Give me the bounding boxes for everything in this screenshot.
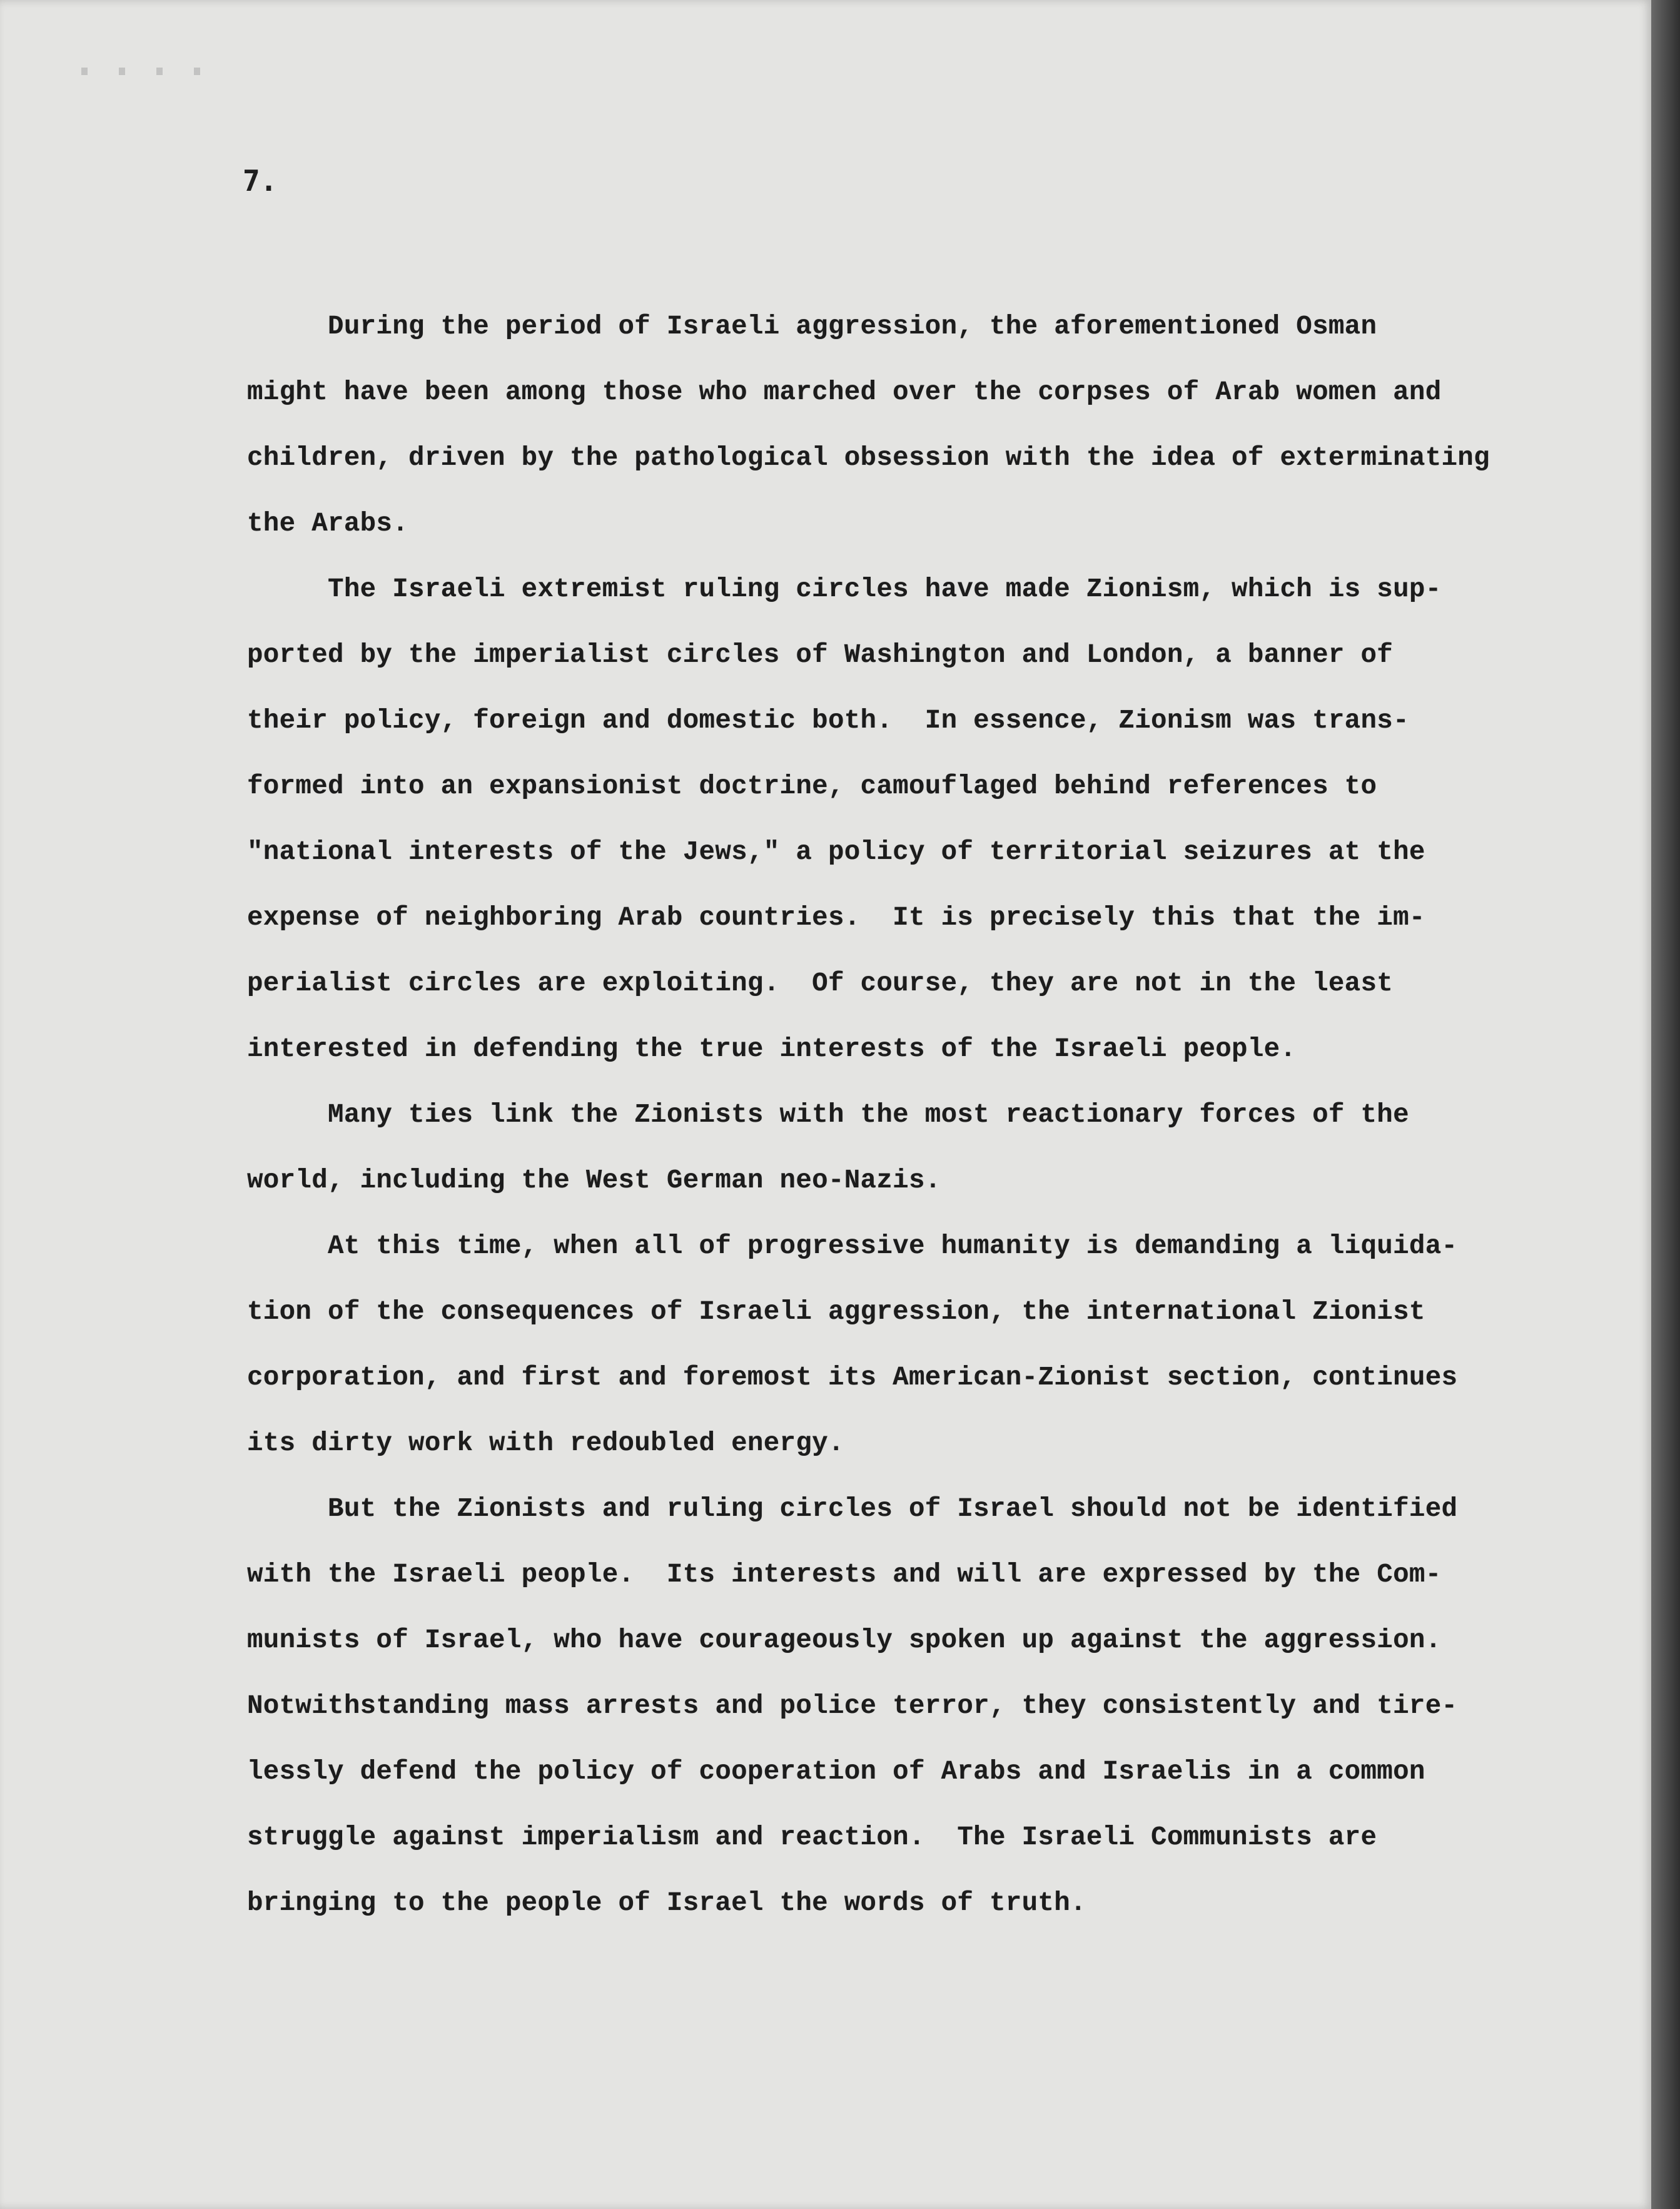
text-line: the Arabs. [247,509,409,539]
text-line: But the Zionists and ruling circles of Israel should not be identified [247,1494,1458,1524]
text-line: with the Israeli people. Its interests and will are expressed by the Com- [247,1560,1442,1590]
text-line: During the period of Israeli aggression, the aforementioned Osman [247,312,1377,342]
paragraph-2 [247,557,1504,1082]
page-number: 7. [243,164,278,198]
text-line: bringing to the people of Israel the words of truth. [247,1888,1086,1918]
text-line: perialist circles are exploiting. Of course, they are not in the least [247,968,1394,998]
paragraph-1 [247,294,1504,557]
text-line: struggle against imperialism and reaction. The Israeli Communists are [247,1822,1377,1852]
text-line: world, including the West German neo-Nazis. [247,1165,941,1196]
paragraph-3 [247,1082,1504,1214]
text-line: children, driven by the pathological obsession with the idea of exterminating [247,443,1490,473]
text-line: lessly defend the policy of cooperation of Arabs and Israelis in a common [247,1757,1425,1787]
text-line: ported by the imperialist circles of Washington and London, a banner of [247,640,1394,670]
text-line: Many ties link the Zionists with the most reactionary forces of the [247,1100,1409,1130]
paragraph-4 [247,1214,1504,1476]
text-line: The Israeli extremist ruling circles have made Zionism, which is sup- [247,574,1442,604]
text-line: formed into an expansionist doctrine, camouflaged behind references to [247,771,1377,801]
text-line: corporation, and first and foremost its American-Zionist section, continues [247,1363,1458,1393]
text-line: tion of the consequences of Israeli aggression, the international Zionist [247,1297,1425,1327]
text-line: expense of neighboring Arab countries. It is precisely this that the im- [247,903,1425,933]
text-line: At this time, when all of progressive humanity is demanding a liquida- [247,1231,1458,1261]
scan-edge [1651,0,1680,2209]
text-line: "national interests of the Jews," a policy of territorial seizures at the [247,837,1425,867]
text-line: their policy, foreign and domestic both. In essence, Zionism was trans- [247,706,1409,736]
paragraph-5 [247,1476,1504,1936]
text-line: Notwithstanding mass arrests and police terror, they consistently and tire- [247,1691,1458,1721]
scan-specks [81,68,200,75]
text-line: might have been among those who marched over the corpses of Arab women and [247,377,1442,407]
text-line: munists of Israel, who have courageously spoken up against the aggression. [247,1625,1442,1655]
text-line: interested in defending the true interests of the Israeli people. [247,1034,1297,1064]
text-line: its dirty work with redoubled energy. [247,1428,844,1458]
body-text [247,294,1504,1936]
